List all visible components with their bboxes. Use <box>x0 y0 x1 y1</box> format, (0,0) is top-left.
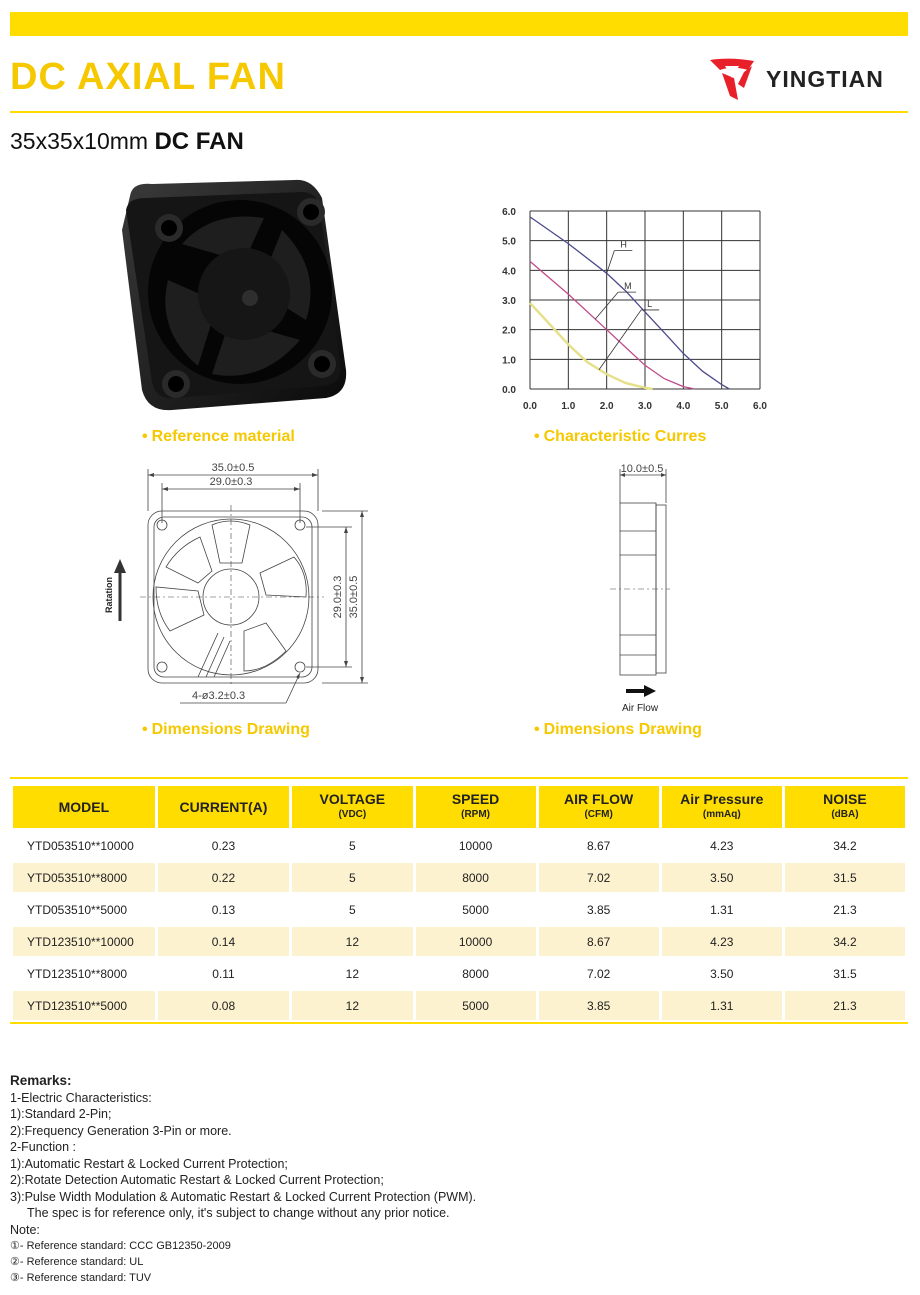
note-line: ③- Reference standard: TUV <box>10 1272 152 1284</box>
cell-voltage: 12 <box>292 991 412 1020</box>
cell-model: YTD123510**10000 <box>13 927 155 956</box>
table-row <box>13 863 905 892</box>
chart-y-tick-label: 3.0 <box>502 296 516 307</box>
cell-noise: 34.2 <box>785 927 905 956</box>
cell-pressure: 1.31 <box>662 991 782 1020</box>
cell-speed: 8000 <box>416 863 536 892</box>
chart-y-tick-label: 1.0 <box>502 355 516 367</box>
remarks-line: 2):Frequency Generation 3-Pin or more. <box>10 1123 232 1138</box>
header-noise: NOISE (dBA) <box>785 786 905 828</box>
cell-model: YTD053510**10000 <box>27 838 134 853</box>
cell-pressure: 3.50 <box>662 863 782 892</box>
table-bottom-rule <box>10 1022 908 1024</box>
chart-series-leader <box>599 310 641 370</box>
title-divider <box>10 111 908 113</box>
remarks-line: 2-Function : <box>10 1140 77 1154</box>
cell-model: YTD123510**5000 <box>13 991 155 1020</box>
cell-current: 0.23 <box>211 838 236 853</box>
header-voltage: VOLTAGE (VDC) <box>292 786 412 828</box>
cell-pressure: 4.23 <box>710 838 734 853</box>
chart-series-line-m <box>530 261 695 389</box>
cell-noise: 21.3 <box>785 991 905 1020</box>
dim-overall-width: 35.0±0.5 <box>211 462 255 474</box>
header-current: CURRENT(A) <box>158 786 289 828</box>
cell-pressure: 4.23 <box>662 927 782 956</box>
chart-x-tick-label: 1.0 <box>561 401 576 412</box>
remarks-line: 2):Rotate Detection Automatic Restart & Locked Current Protection; <box>10 1173 384 1187</box>
chart-series-line-h <box>530 217 729 389</box>
page-title: DC AXIAL FAN <box>10 56 286 98</box>
dim-thickness: 10.0±0.5 <box>620 463 664 475</box>
cell-airflow: 8.67 <box>539 927 659 956</box>
side-dimension-drawing <box>590 455 690 720</box>
airflow-label: Air Flow <box>621 703 659 714</box>
cell-voltage: 5 <box>292 863 412 892</box>
top-accent-bar <box>10 12 908 36</box>
cell-speed: 8000 <box>462 966 489 981</box>
header-model: MODEL <box>13 786 155 828</box>
header-speed: SPEED (RPM) <box>416 786 536 828</box>
cell-current: 0.11 <box>212 966 235 981</box>
table-row <box>13 959 905 988</box>
cell-noise: 34.2 <box>833 838 857 853</box>
cell-voltage: 5 <box>349 838 356 853</box>
dim-holes: 4-ø3.2±0.3 <box>192 690 246 702</box>
chart-y-tick-label: 5.0 <box>502 236 516 248</box>
remarks-title: Remarks: <box>10 1073 72 1088</box>
spec-table <box>10 783 908 1023</box>
cell-speed: 5000 <box>416 991 536 1020</box>
chart-x-tick-label: 6.0 <box>753 401 767 412</box>
remarks-section <box>10 1073 476 1286</box>
header-airflow: AIR FLOW (CFM) <box>539 786 659 828</box>
cell-current: 0.13 <box>211 902 236 917</box>
table-row <box>13 927 905 956</box>
dim-hole-spacing-height: 29.0±0.3 <box>332 575 344 619</box>
cell-voltage: 5 <box>349 902 356 917</box>
chart-x-tick-label: 2.0 <box>599 401 614 412</box>
cell-airflow: 7.02 <box>586 966 611 981</box>
cell-noise: 31.5 <box>833 966 857 981</box>
table-row <box>13 831 905 860</box>
cell-noise: 31.5 <box>785 863 905 892</box>
rotation-label: Ratation <box>104 577 114 613</box>
cell-speed: 10000 <box>416 927 536 956</box>
cell-airflow: 8.67 <box>586 838 611 853</box>
front-dimension-drawing <box>100 455 380 715</box>
cell-current: 0.08 <box>158 991 289 1020</box>
cell-airflow: 3.85 <box>539 991 659 1020</box>
chart-series-label: H <box>620 239 627 250</box>
dim-overall-height: 35.0±0.5 <box>348 575 360 619</box>
cell-voltage: 12 <box>345 966 360 981</box>
cell-model: YTD123510**8000 <box>27 966 128 981</box>
cell-noise: 21.3 <box>833 902 857 917</box>
chart-y-tick-label: 4.0 <box>502 266 516 278</box>
chart-series-label: M <box>624 281 632 292</box>
caption-curves: • Characteristic Curres <box>534 428 707 445</box>
chart-x-tick-label: 5.0 <box>714 401 729 412</box>
chart-x-tick-label: 3.0 <box>638 401 652 412</box>
cell-airflow: 7.02 <box>539 863 659 892</box>
chart-y-tick-label: 0.0 <box>502 385 516 396</box>
table-top-rule <box>10 777 908 779</box>
cell-airflow: 3.85 <box>586 902 611 917</box>
characteristic-curve-chart <box>490 196 780 416</box>
cell-speed: 5000 <box>462 902 489 917</box>
caption-dimensions-front: • Dimensions Drawing <box>142 721 310 738</box>
chart-y-tick-label: 2.0 <box>502 325 516 337</box>
table-header-row <box>13 786 905 828</box>
note-line: ②- Reference standard: UL <box>10 1256 144 1268</box>
brand-name: YINGTIAN <box>766 65 884 92</box>
cell-pressure: 3.50 <box>710 966 734 981</box>
caption-dimensions-side: • Dimensions Drawing <box>534 721 702 738</box>
caption-reference: • Reference material <box>142 428 295 445</box>
cell-speed: 10000 <box>458 838 493 853</box>
remarks-line: 1-Electric Characteristics: <box>10 1090 152 1105</box>
note-line: ①- Reference standard: CCC GB12350-2009 <box>10 1240 231 1252</box>
cell-model: YTD053510**5000 <box>27 902 128 917</box>
chart-x-tick-label: 4.0 <box>676 401 691 412</box>
brand-logo <box>708 56 756 102</box>
cell-current: 0.22 <box>158 863 289 892</box>
cell-pressure: 1.31 <box>710 902 734 917</box>
fan-product-image <box>112 170 352 415</box>
remarks-line: 1):Standard 2-Pin; <box>10 1107 112 1121</box>
table-row <box>13 895 905 924</box>
cell-model: YTD053510**8000 <box>13 863 155 892</box>
subtitle-type: DC FAN <box>154 128 244 155</box>
note-title: Note: <box>10 1222 40 1237</box>
subtitle-size: 35x35x10mm <box>10 128 149 154</box>
page-subtitle <box>10 128 244 156</box>
chart-y-tick-label: 6.0 <box>502 207 516 218</box>
dim-hole-spacing-width: 29.0±0.3 <box>209 476 253 488</box>
chart-x-tick-label: 0.0 <box>523 401 537 412</box>
table-row <box>13 991 905 1020</box>
remarks-line: 1):Automatic Restart & Locked Current Protection; <box>10 1156 288 1171</box>
brand <box>708 56 884 102</box>
cell-voltage: 12 <box>292 927 412 956</box>
cell-current: 0.14 <box>158 927 289 956</box>
chart-series-label: L <box>647 298 653 309</box>
remarks-line: 3):Pulse Width Modulation & Automatic Restart & Locked Current Protection (PWM). <box>10 1189 477 1204</box>
remarks-disclaimer: The spec is for reference only, it's subject to change without any prior notice. <box>27 1206 450 1220</box>
header-air-pressure: Air Pressure (mmAq) <box>662 786 782 828</box>
